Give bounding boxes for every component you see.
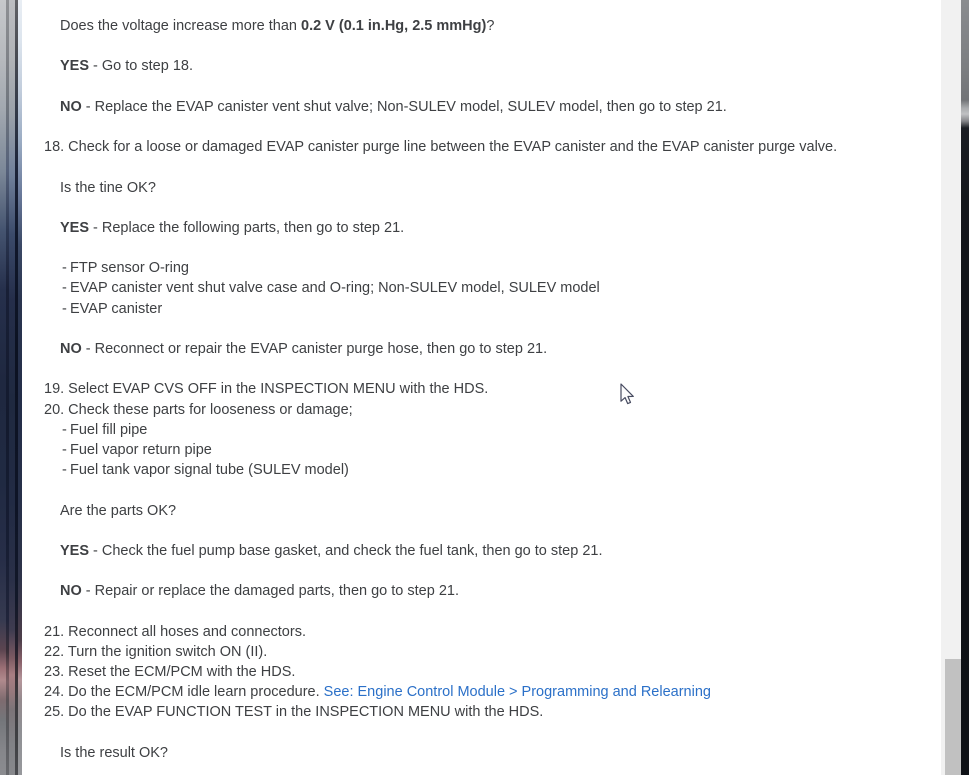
text-segment: Are the parts OK?	[60, 502, 177, 519]
paragraph-line	[22, 541, 941, 561]
list-dash: -	[62, 421, 67, 438]
procedure-step-line	[22, 400, 941, 420]
text-segment: EVAP canister	[70, 300, 163, 317]
text-segment: - Repair or replace the damaged parts, then go to step 21.	[81, 583, 459, 600]
procedure-step-line	[22, 137, 941, 157]
paragraph-line	[22, 16, 941, 36]
text-segment: Is the result OK?	[60, 744, 168, 761]
paragraph-line	[22, 218, 941, 238]
list-dash: -	[62, 462, 67, 479]
text-segment: Fuel tank vapor signal tube (SULEV model)	[70, 462, 349, 479]
vertical-scrollbar-thumb[interactable]	[945, 659, 961, 775]
list-item	[22, 278, 941, 298]
text-segment: NO	[60, 341, 82, 357]
text-segment: NO	[60, 98, 82, 115]
procedure-step-line	[22, 622, 941, 642]
procedure-step-line	[22, 642, 941, 662]
procedure-step-line	[22, 682, 941, 702]
text-segment: YES	[60, 542, 90, 559]
text-segment: YES	[60, 219, 90, 236]
paragraph-line	[22, 743, 941, 763]
text-segment: Fuel vapor return pipe	[70, 441, 212, 458]
paragraph-line	[22, 56, 941, 76]
text-segment: 21. Reconnect all hoses and connectors.	[44, 623, 306, 640]
paragraph-line	[22, 501, 941, 521]
text-segment: 18. Check for a loose or damaged EVAP canister purge line between the EVAP canister and the EVAP canister purge valve.	[44, 139, 838, 156]
desktop-edge-right	[961, 0, 969, 775]
procedure-text	[22, 0, 941, 775]
text-segment: 19. Select EVAP CVS OFF in the INSPECTION MENU with the HDS.	[44, 381, 489, 398]
procedure-step-line	[22, 662, 941, 682]
text-segment: YES	[60, 58, 90, 75]
paragraph-line	[22, 339, 941, 359]
text-segment: - Replace the following parts, then go to step 21.	[89, 219, 405, 236]
vertical-scrollbar-track[interactable]	[941, 0, 961, 775]
text-segment: 22. Turn the ignition switch ON (II).	[44, 643, 268, 660]
procedure-step-line	[22, 379, 941, 399]
text-segment: 23. Reset the ECM/PCM with the HDS.	[44, 664, 296, 680]
list-dash: -	[62, 280, 67, 297]
paragraph-line	[22, 581, 941, 601]
text-segment: EVAP canister vent shut valve case and O-ring; Non-SULEV model, SULEV model	[70, 280, 600, 297]
text-segment: ?	[486, 18, 495, 34]
text-segment: - Reconnect or repair the EVAP canister purge hose, then go to step 21.	[81, 341, 548, 357]
text-segment: Fuel fill pipe	[70, 421, 148, 438]
text-segment: 20. Check these parts for looseness or damage;	[44, 401, 353, 418]
text-segment: FTP sensor O-ring	[70, 260, 189, 277]
list-item	[22, 460, 941, 480]
text-segment: Is the tine OK?	[60, 179, 156, 196]
list-item	[22, 420, 941, 440]
text-segment: NO	[60, 583, 82, 600]
paragraph-line	[22, 97, 941, 117]
paragraph-line	[22, 178, 941, 198]
list-dash: -	[62, 260, 67, 277]
text-segment: 24. Do the ECM/PCM idle learn procedure.	[44, 684, 324, 701]
text-segment: 0.2 V (0.1 in.Hg, 2.5 mmHg)	[301, 18, 487, 34]
list-dash: -	[62, 441, 67, 458]
text-segment: Does the voltage increase more than	[60, 18, 301, 34]
list-item	[22, 258, 941, 278]
text-segment: - Check the fuel pump base gasket, and check the fuel tank, then go to step 21.	[89, 542, 603, 559]
procedure-step-line	[22, 702, 941, 722]
text-segment: - Replace the EVAP canister vent shut valve; Non-SULEV model, SULEV model, then go to step 21.	[81, 98, 727, 115]
text-segment: - Go to step 18.	[89, 58, 193, 75]
text-segment: 25. Do the EVAP FUNCTION TEST in the INSPECTION MENU with the HDS.	[44, 704, 544, 721]
list-dash: -	[62, 300, 67, 317]
procedure-link[interactable]: See: Engine Control Module > Programming and Relearning	[323, 684, 711, 701]
list-item	[22, 440, 941, 460]
list-item	[22, 299, 941, 319]
